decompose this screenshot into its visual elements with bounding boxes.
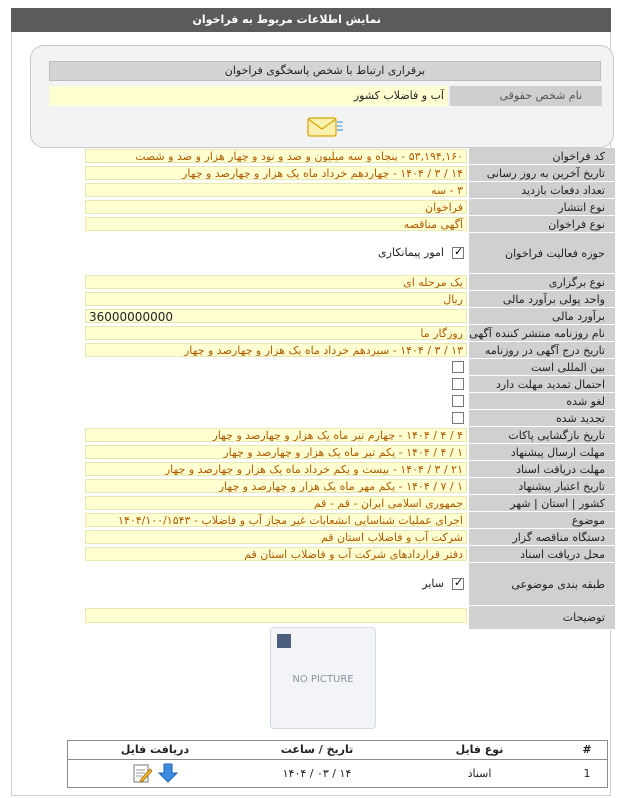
file-index: 1 (583, 766, 591, 780)
field-row-visits (85, 182, 615, 199)
field-row-location (85, 495, 615, 512)
field-value-extension (85, 377, 467, 391)
field-row-international (85, 359, 615, 376)
mail-icon[interactable] (306, 114, 344, 138)
field-label-code: کد فراخوان (469, 148, 615, 165)
files-table (67, 740, 608, 788)
field-row-category (85, 563, 615, 606)
field-row-currency (85, 291, 615, 308)
window-title: نمایش اطلاعات مربوط به فراخوان (11, 8, 611, 32)
field-row-sending (85, 444, 615, 461)
field-value-location: جمهوری اسلامی ایران - قم - قم (85, 496, 467, 510)
checkbox-activity[interactable] (452, 247, 464, 259)
field-row-activity (85, 233, 615, 274)
field-value-category (85, 564, 467, 604)
no-picture-text: NO PICTURE (292, 674, 354, 685)
field-value-renewed (85, 411, 467, 425)
field-row-docs (85, 461, 615, 478)
field-value-currency: ریال (85, 292, 467, 306)
field-row-update (85, 165, 615, 182)
field-label-docs: مهلت دریافت اسناد (469, 461, 615, 478)
field-label-pubtype: نوع انتشار (469, 199, 615, 216)
field-label-newspaper: نام روزنامه منتشر کننده آگهی (469, 325, 615, 342)
field-row-opening (85, 427, 615, 444)
field-label-activity: حوزه فعالیت فراخوان (469, 233, 615, 274)
contact-label: نام شخص حقوقی (450, 86, 602, 106)
field-label-holding: نوع برگزاری (469, 274, 615, 291)
edit-document-icon[interactable] (131, 762, 153, 784)
field-label-validity: تاریخ اعتبار پیشنهاد (469, 478, 615, 495)
field-label-calltype: نوع فراخوان (469, 216, 615, 233)
field-value-pubtype: فراخوان (85, 200, 467, 214)
field-row-code (85, 148, 615, 165)
field-row-newspaper (85, 325, 615, 342)
field-label-update: تاریخ آخرین به روز رسانی (469, 165, 615, 182)
field-row-calltype (85, 216, 615, 233)
field-value-code: ۵۳,۱۹۴,۱۶۰ - پنجاه و سه میلیون و صد و نود و چهار هزار و صد و شصت (85, 149, 467, 163)
checkbox-renewed[interactable] (452, 412, 464, 424)
field-value-docs: ۲۱ / ۳ / ۱۴۰۴ - بیست و یکم خرداد ماه یک هزار و چهارصد و چهار (85, 462, 467, 476)
field-value-validity: ۱ / ۷ / ۱۴۰۴ - یکم مهر ماه یک هزار و چهارصد و چهار (85, 479, 467, 493)
download-arrow-icon[interactable] (157, 762, 179, 784)
field-row-organizer (85, 529, 615, 546)
field-label-subject: موضوع (469, 512, 615, 529)
files-header-row (68, 741, 607, 759)
field-value-update: ۱۴ / ۳ / ۱۴۰۴ - چهاردهم خرداد ماه یک هزار و چهارصد و چهار (85, 166, 467, 180)
checkbox-international[interactable] (452, 361, 464, 373)
field-label-category: طبقه بندی موضوعی (469, 563, 615, 606)
checkbox-extension[interactable] (452, 378, 464, 390)
table-row (68, 759, 607, 787)
file-date: ۱۴ / ۰۳ / ۱۴۰۴ (282, 766, 352, 780)
checkbox-cancelled[interactable] (452, 395, 464, 407)
field-label-organizer: دستگاه مناقصه گزار (469, 529, 615, 546)
field-value-subject: اجرای عملیات شناسایی انشعابات غیر مجاز آب و فاضلاب - ۱۴۰۴/۱۰۰/۱۵۴۳ (85, 513, 467, 527)
col-index: # (567, 741, 607, 759)
field-row-holding (85, 274, 615, 291)
field-row-cancelled (85, 393, 615, 410)
checkbox-category[interactable] (452, 578, 464, 590)
field-value-newspaper: روزگار ما (85, 326, 467, 340)
field-label-extension: احتمال تمدید مهلت دارد (469, 376, 615, 393)
field-value-estimate: 36000000000 (85, 309, 467, 323)
field-row-docplace (85, 546, 615, 563)
field-value-organizer: شرکت آب و فاضلاب استان قم (85, 530, 467, 544)
file-actions (68, 759, 242, 787)
image-placeholder-icon (277, 634, 291, 648)
field-label-sending: مهلت ارسال پیشنهاد (469, 444, 615, 461)
field-label-location: کشور | استان | شهر (469, 495, 615, 512)
field-label-international: بین المللی است (469, 359, 615, 376)
field-value-activity (85, 234, 467, 272)
field-row-extension (85, 376, 615, 393)
field-value-docplace: دفتر قراردادهای شرکت آب و فاضلاب استان قم (85, 547, 467, 561)
field-label-currency: واحد پولی برآورد مالی (469, 291, 615, 308)
field-value-visits: ۳ - سه (85, 183, 467, 197)
field-label-estimate: برآورد مالی (469, 308, 615, 325)
field-label-docplace: محل دریافت اسناد (469, 546, 615, 563)
field-value-opening: ۴ / ۴ / ۱۴۰۴ - چهارم تیر ماه یک هزار و چهارصد و چهار (85, 428, 467, 442)
field-value-cancelled (85, 394, 467, 408)
field-value-description (85, 608, 467, 623)
contact-value: آب و فاضلاب کشور (49, 86, 448, 106)
field-label-newsdate: تاریخ درج آگهی در روزنامه (469, 342, 615, 359)
file-type: اسناد (467, 766, 492, 780)
field-value-newsdate: ۱۳ / ۳ / ۱۴۰۴ - سیزدهم خرداد ماه یک هزار و چهارصد و چهار (85, 343, 467, 357)
field-value-sending: ۱ / ۴ / ۱۴۰۴ - یکم تیر ماه یک هزار و چهارصد و چهار (85, 445, 467, 459)
field-label-renewed: تجدید شده (469, 410, 615, 427)
no-picture-placeholder (270, 627, 376, 729)
field-row-renewed (85, 410, 615, 427)
col-download: دریافت فایل (68, 741, 242, 759)
col-date: تاریخ / ساعت (242, 741, 392, 759)
contact-header: برقراری ارتباط با شخص پاسخگوی فراخوان (49, 61, 601, 81)
field-label-cancelled: لغو شده (469, 393, 615, 410)
field-label-opening: تاریخ بازگشایی پاکات (469, 427, 615, 444)
checkbox-label-category: سایر (422, 577, 444, 590)
field-value-international (85, 360, 467, 374)
col-file-type: نوع فایل (392, 741, 567, 759)
field-value-holding: یک مرحله ای (85, 275, 467, 289)
field-label-visits: تعداد دفعات بازدید (469, 182, 615, 199)
field-label-description: توضیحات (469, 606, 615, 630)
field-row-pubtype (85, 199, 615, 216)
field-row-validity (85, 478, 615, 495)
field-row-subject (85, 512, 615, 529)
field-row-estimate (85, 308, 615, 325)
field-row-newsdate (85, 342, 615, 359)
field-value-calltype: آگهی مناقصه (85, 217, 467, 231)
checkbox-label-activity: امور پیمانکاری (378, 246, 444, 259)
